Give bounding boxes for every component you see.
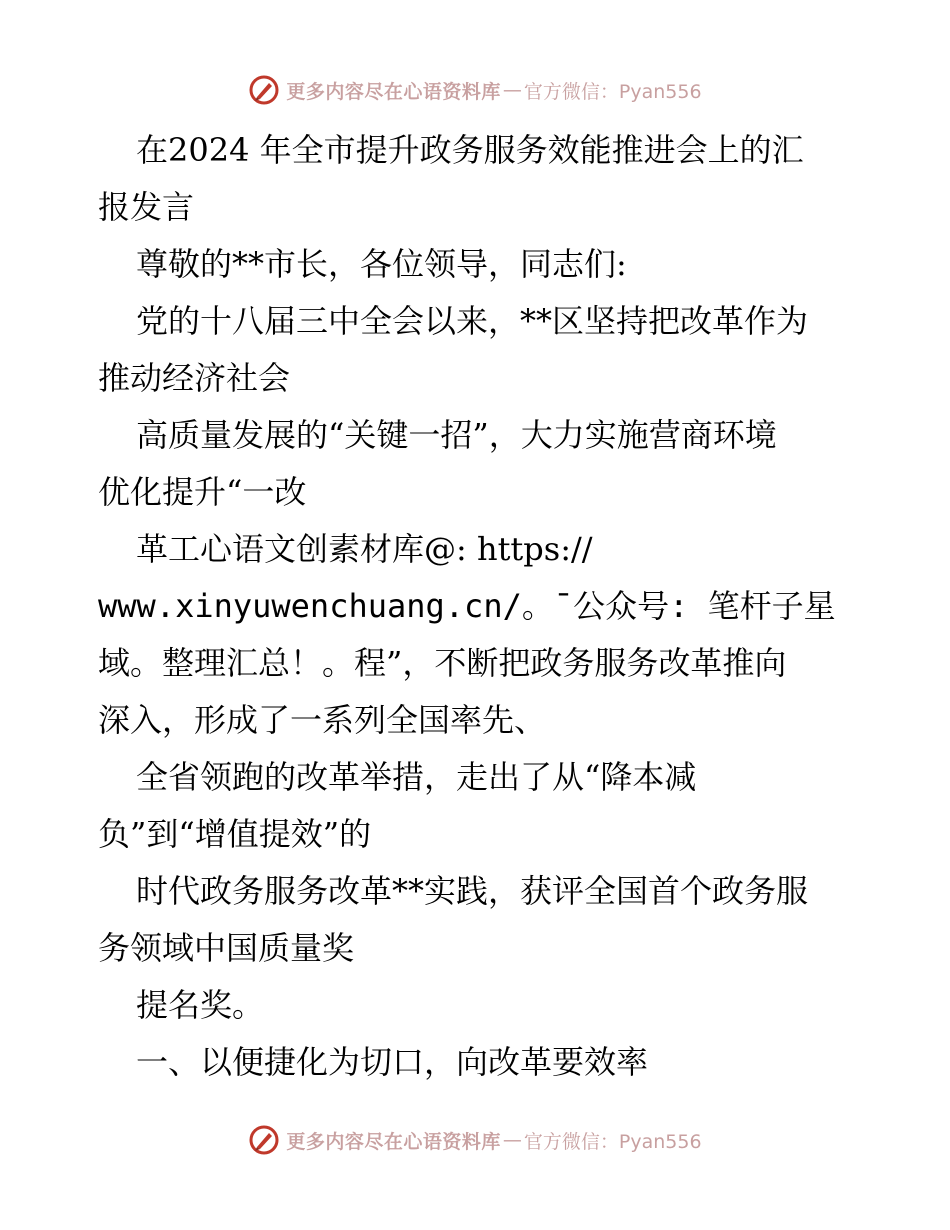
paragraph-line: 党的十八届三中全会以来，**区坚持把改革作为 bbox=[136, 302, 809, 340]
footer-watermark-wechat: 官方微信：Pyan556 bbox=[523, 1130, 702, 1153]
header-watermark-text: 更多内容尽在心语资料库 bbox=[286, 80, 501, 103]
paragraph-line: 负”到“增值提效”的 bbox=[98, 815, 372, 853]
paragraph-line: 域。整理汇总！。程”，不断把政务服务改革推向 bbox=[98, 644, 787, 682]
paragraph-line: 全省领跑的改革举措，走出了从“降本减 bbox=[136, 758, 697, 796]
section-heading: 一、以便捷化为切口，向改革要效率 bbox=[136, 1043, 649, 1081]
paragraph-line: 深入，形成了一系列全国率先、 bbox=[98, 701, 547, 739]
pen-logo-icon bbox=[248, 74, 280, 106]
footer-watermark-separator: — bbox=[502, 1129, 522, 1151]
header-watermark-separator: — bbox=[502, 79, 522, 101]
paragraph-line: 革工心语文创素材库@: https:// bbox=[136, 530, 593, 568]
header-watermark-banner bbox=[0, 70, 950, 110]
pen-logo-icon bbox=[248, 1124, 280, 1156]
document-body bbox=[98, 122, 858, 1091]
paragraph-line: 优化提升“一改 bbox=[98, 473, 307, 511]
document-title-line-1: 在2024 年全市提升政务服务效能推进会上的汇 bbox=[136, 131, 804, 169]
footer-watermark-banner bbox=[0, 1120, 950, 1160]
paragraph-line: 时代政务服务改革**实践，获评全国首个政务服 bbox=[136, 872, 809, 910]
paragraph-line: 务领域中国质量奖 bbox=[98, 929, 355, 967]
paragraph-line: 推动经济社会 bbox=[98, 359, 291, 397]
footer-watermark-text: 更多内容尽在心语资料库 bbox=[286, 1130, 501, 1153]
paragraph-line-url: www.xinyuwenchuang.cn/。¯公众号: 笔杆子星 bbox=[98, 587, 836, 625]
salutation-line: 尊敬的**市长，各位领导，同志们: bbox=[136, 245, 627, 283]
header-watermark-wechat: 官方微信：Pyan556 bbox=[523, 80, 702, 103]
paragraph-line: 提名奖。 bbox=[136, 986, 265, 1024]
paragraph-line: 高质量发展的“关键一招”，大力实施营商环境 bbox=[136, 416, 777, 454]
document-title-line-2: 报发言 bbox=[98, 188, 195, 226]
